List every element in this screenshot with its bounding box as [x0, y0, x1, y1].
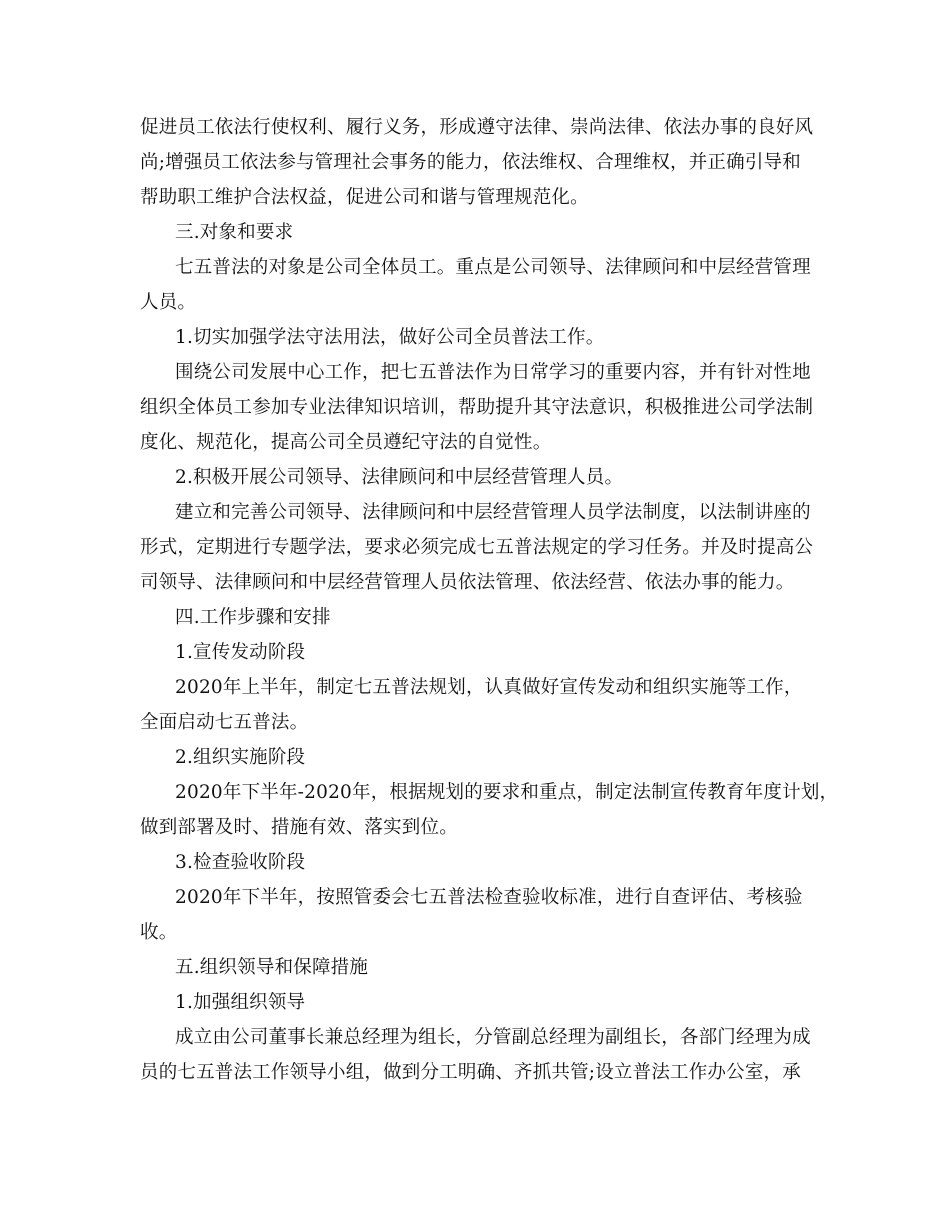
body-text-line: 收。 [140, 922, 178, 943]
body-text-line: 建立和完善公司领导、法律顾问和中层经营管理人员学法制度，以法制讲座的 [175, 502, 811, 523]
body-text-line: 2020年下半年-2020年，根据规划的要求和重点，制定法制宣传教育年度计划， [175, 782, 839, 803]
subsection-heading: 1.加强组织领导 [175, 992, 306, 1013]
subsection-heading: 2.积极开展公司领导、法律顾问和中层经营管理人员。 [175, 467, 624, 488]
body-text-line: 尚;增强员工依法参与管理社会事务的能力，依法维权、合理维权，并正确引导和 [140, 152, 801, 173]
body-text-line: 司领导、法律顾问和中层经营管理人员依法管理、依法经营、依法办事的能力。 [140, 572, 795, 593]
body-text-line: 2020年上半年，制定七五普法规划，认真做好宣传发动和组织实施等工作， [175, 677, 803, 698]
subsection-heading: 1.切实加强学法守法用法，做好公司全员普法工作。 [175, 327, 605, 348]
body-text-line: 帮助职工维护合法权益，促进公司和谐与管理规范化。 [140, 187, 589, 208]
body-text-line: 全面启动七五普法。 [140, 712, 309, 733]
subsection-heading: 3.检查验收阶段 [175, 852, 306, 873]
body-text-line: 促进员工依法行使权利、履行义务，形成遵守法律、崇尚法律、依法办事的良好风 [140, 117, 814, 138]
subsection-heading: 1.宣传发动阶段 [175, 642, 306, 663]
body-text-line: 成立由公司董事长兼总经理为组长，分管副总经理为副组长，各部门经理为成 [175, 1027, 811, 1048]
body-text-line: 组织全体员工参加专业法律知识培训，帮助提升其守法意识，积极推进公司学法制 [140, 397, 814, 418]
body-text-line: 2020年下半年，按照管委会七五普法检查验收标准，进行自查评估、考核验 [175, 887, 803, 908]
body-text-line: 形式，定期进行专题学法，要求必须完成七五普法规定的学习任务。并及时提高公 [140, 537, 814, 558]
section-heading: 三.对象和要求 [175, 222, 294, 243]
section-heading: 四.工作步骤和安排 [175, 607, 331, 628]
body-text-line: 做到部署及时、措施有效、落实到位。 [140, 817, 458, 838]
body-text-line: 员的七五普法工作领导小组，做到分工明确、齐抓共管;设立普法工作办公室，承 [140, 1062, 801, 1083]
subsection-heading: 2.组织实施阶段 [175, 747, 306, 768]
body-text-line: 围绕公司发展中心工作，把七五普法作为日常学习的重要内容，并有针对性地 [175, 362, 811, 383]
body-text-line: 人员。 [140, 292, 197, 313]
body-text-line: 度化、规范化，提高公司全员遵纪守法的自觉性。 [140, 432, 552, 453]
section-heading: 五.组织领导和保障措施 [175, 957, 369, 978]
body-text-line: 七五普法的对象是公司全体员工。重点是公司领导、法律顾问和中层经营管理 [175, 257, 811, 278]
